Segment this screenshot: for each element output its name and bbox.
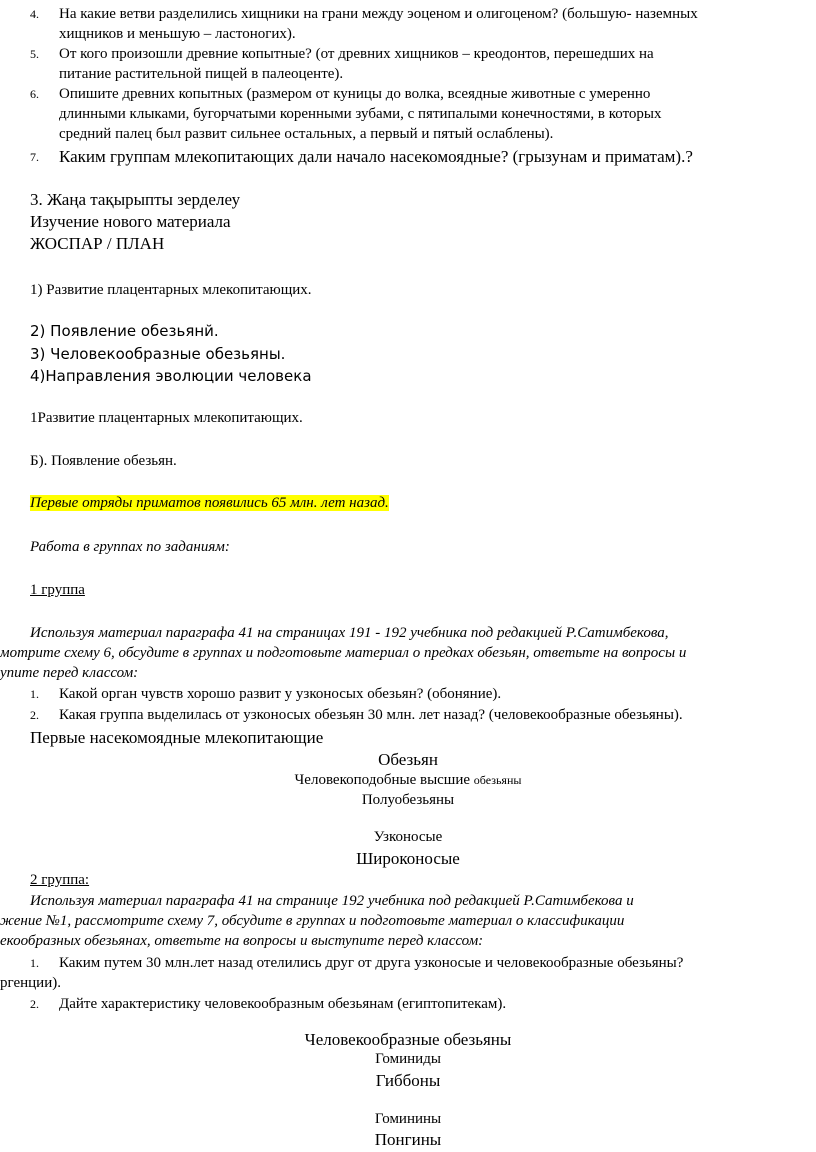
group-1-task: мотрите схему 6, обсудите в группах и подготовьте материал о предках обезьян, ответьте на вопросы и [0,645,687,661]
scheme-node: Узконосые [373,829,443,845]
group-2-question: Дайте характеристику человекообразным обезьянам (египтопитекам). [59,996,507,1012]
question-text: Каким группам млекопитающих дали начало насекомоядные? (грызунам и приматам).? [59,147,693,166]
scheme-node: Полуобезьяны [361,792,455,808]
scheme-node: Широконосые [356,849,460,868]
scheme-title: Первые насекомоядные млекопитающие [30,728,324,747]
group-1-question: Какой орган чувств хорошо развит у узконосых обезьян? (обоняние). [59,686,502,702]
group-1-task: упите перед классом: [0,665,139,681]
list-number: 1. [30,687,39,701]
question-text: хищников и меньшую – ластоногих). [59,26,296,42]
scheme-node: Человекообразные обезьяны [304,1030,512,1049]
group-2-question-cont: ргенции). [0,975,61,991]
plan-item-4: 4)Направления эволюции человека [30,367,312,385]
scheme-node: Обезьян [378,750,438,769]
question-text: питание растительной пищей в палеоценте). [59,66,344,82]
plan-item-1: 1) Развитие плацентарных млекопитающих. [30,282,312,298]
list-number: 2. [30,997,39,1011]
list-number: 7. [30,150,39,164]
group-2-task: жение №1, рассмотрите схему 7, обсудите в группах и подготовьте материал о классификации [0,913,625,929]
list-number: 6. [30,87,39,101]
group-2-task: екообразных обезьянах, ответьте на вопросы и выступите перед классом: [0,933,484,949]
highlighted-statement: Первые отряды приматов появились 65 млн. лет назад. [30,495,389,511]
question-text: средний палец был развит сильнее остальных, а первый и пятый ослаблены). [59,126,554,142]
plan-item-3: 3) Человекообразные обезьяны. [30,345,286,363]
paragraph: Б). Появление обезьян. [30,453,177,469]
list-number: 2. [30,708,39,722]
scheme-node: Гоминины [374,1111,442,1127]
plan-item-2: 2) Появление обезьянй. [30,322,219,340]
scheme-node [0,771,816,790]
scheme-node: Понгины [374,1130,442,1149]
list-number: 1. [30,956,39,970]
scheme-node: Гоминиды [375,1051,441,1067]
list-number: 5. [30,47,39,61]
group-1-question: Какая группа выделилась от узконосых обезьян 30 млн. лет назад? (человекообразные обезьяны). [59,707,683,723]
group-2-title: 2 группа: [30,872,90,888]
plan-title: ЖОСПАР / ПЛАН [30,234,165,253]
question-text: От кого произошли древние копытные? (от древних хищников – креодонтов, перешедших на [59,46,654,62]
question-text: Опишите древних копытных (размером от куницы до волка, всеядные животные с умеренно [59,86,651,102]
scheme-node: Гиббоны [375,1071,441,1090]
paragraph: 1Развитие плацентарных млекопитающих. [30,410,303,426]
scheme-node-part: обезьяны [473,773,522,787]
group-2-task: Используя материал параграфа 41 на странице 192 учебника под редакцией Р.Сатимбекова и [30,893,634,909]
section-title-ru: Изучение нового материала [30,212,231,231]
group-2-question: Каким путем 30 млн.лет назад отелились друг от друга узконосые и человекообразные обезьяны? [59,955,684,971]
question-text: длинными клыками, бугорчатыми коренными зубами, с пятипалыми конечностями, в которых [59,106,662,122]
group-1-task: Используя материал параграфа 41 на страницах 191 - 192 учебника под редакцией Р.Сатимбекова, [30,625,669,641]
groups-work-label: Работа в группах по заданиям: [30,539,230,555]
question-text: На какие ветви разделились хищники на грани между эоценом и олигоценом? (большую- наземных [59,6,698,22]
scheme-node-part: Человекоподобные высшие [294,772,474,788]
list-number: 4. [30,7,39,21]
group-1-title: 1 группа [30,582,85,598]
section-title-kz: 3. Жаңа тақырыпты зерделеу [30,190,241,209]
